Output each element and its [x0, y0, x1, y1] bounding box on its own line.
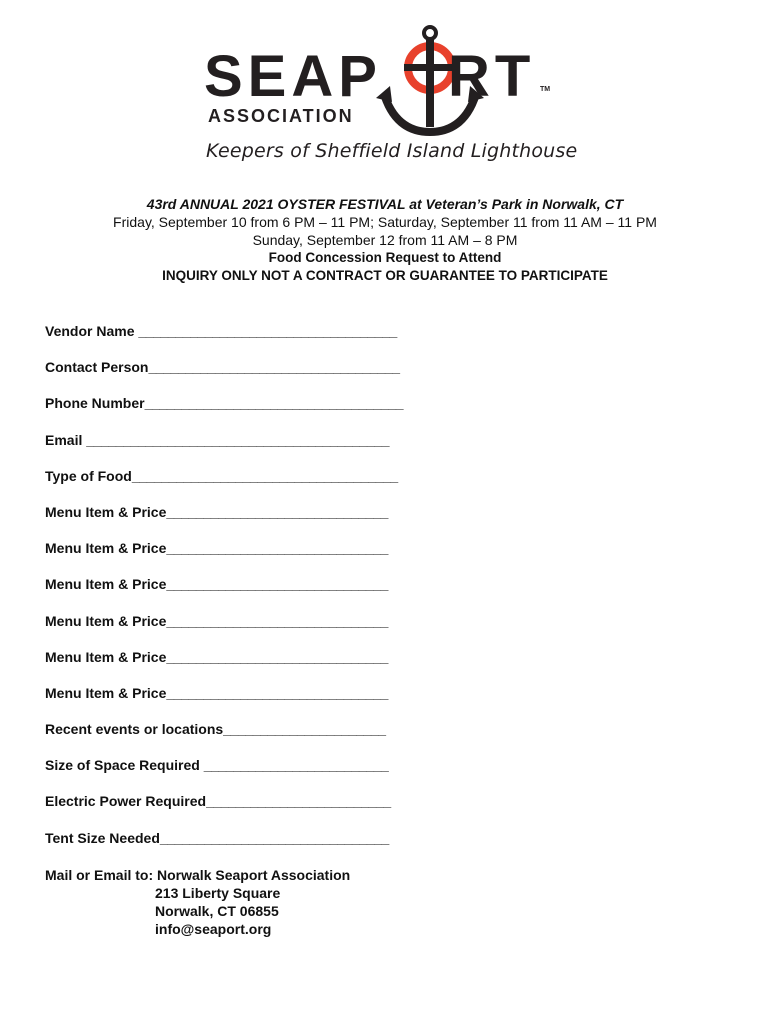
- field-label: Menu Item & Price: [45, 503, 167, 520]
- form-field-contact-person[interactable]: [45, 358, 465, 394]
- mail-city: Norwalk, CT 06855: [155, 903, 279, 919]
- mail-street: 213 Liberty Square: [155, 885, 281, 901]
- form-field-vendor-name[interactable]: [45, 322, 465, 358]
- form-field-phone-number[interactable]: [45, 394, 465, 430]
- event-dates-line: Friday, September 10 from 6 PM – 11 PM; Saturday, September 11 from 11 AM – 11 PM: [113, 214, 657, 230]
- event-header: [0, 195, 770, 285]
- field-blank[interactable]: ______________________: [223, 721, 386, 738]
- field-blank[interactable]: ______________________________: [166, 540, 388, 557]
- form-field-menu-item-2[interactable]: [45, 539, 465, 575]
- form-field-tent-size[interactable]: [45, 829, 465, 865]
- form-field-recent-events[interactable]: [45, 720, 465, 756]
- field-blank[interactable]: ____________________________________: [131, 467, 398, 484]
- trademark-mark: TM: [540, 86, 551, 93]
- request-title: Food Concession Request to Attend: [268, 250, 502, 265]
- field-label: Vendor Name: [45, 323, 139, 339]
- field-label: Phone Number: [45, 395, 145, 412]
- field-blank[interactable]: _________________________________________: [86, 431, 390, 448]
- field-blank[interactable]: ______________________________: [166, 612, 388, 629]
- field-label: Electric Power Required: [45, 793, 207, 810]
- form-field-space-size[interactable]: [45, 756, 465, 792]
- mail-to-block: [45, 866, 350, 938]
- field-label: Menu Item & Price: [45, 648, 167, 665]
- inquiry-disclaimer: INQUIRY ONLY NOT A CONTRACT OR GUARANTEE TO PARTICIPATE: [162, 268, 608, 283]
- form-field-menu-item-3[interactable]: [45, 575, 465, 611]
- logo-tagline: Keepers of Sheffield Island Lighthouse: [206, 140, 578, 162]
- logo-word-right: RT: [448, 44, 536, 109]
- field-blank[interactable]: _________________________: [206, 793, 391, 810]
- request-form: [45, 322, 465, 865]
- form-field-menu-item-6[interactable]: [45, 684, 465, 720]
- field-label: Menu Item & Price: [45, 612, 167, 629]
- field-label: Recent events or locations: [45, 721, 224, 738]
- event-title: 43rd ANNUAL 2021 OYSTER FESTIVAL at Veteran’s Park in Norwalk, CT: [146, 196, 624, 212]
- form-field-menu-item-1[interactable]: [45, 503, 465, 539]
- form-field-electric-power[interactable]: [45, 792, 465, 828]
- logo-word-left: SEAP: [204, 44, 382, 109]
- field-label: Tent Size Needed: [45, 829, 160, 846]
- field-label: Menu Item & Price: [45, 540, 167, 557]
- field-label: Email: [45, 431, 87, 448]
- field-blank[interactable]: ______________________________: [166, 648, 388, 665]
- field-label: Menu Item & Price: [45, 684, 167, 701]
- mail-label: Mail or Email to: Norwalk Seaport Association: [45, 867, 351, 883]
- form-field-menu-item-4[interactable]: [45, 612, 465, 648]
- field-blank[interactable]: ______________________________: [166, 503, 388, 520]
- field-blank[interactable]: ______________________________: [166, 576, 388, 593]
- field-blank[interactable]: ___________________________________: [138, 323, 397, 339]
- field-label: Type of Food: [45, 467, 132, 484]
- field-blank[interactable]: _______________________________: [159, 829, 389, 846]
- mail-email[interactable]: info@seaport.org: [155, 921, 272, 937]
- field-blank[interactable]: ______________________________: [166, 684, 388, 701]
- logo-subtitle: ASSOCIATION: [208, 106, 354, 126]
- field-blank[interactable]: ___________________________________: [144, 395, 404, 412]
- form-field-email[interactable]: [45, 431, 465, 467]
- field-label: Menu Item & Price: [45, 576, 167, 593]
- field-blank[interactable]: __________________________________: [148, 359, 400, 376]
- event-sunday-line: Sunday, September 12 from 11 AM – 8 PM: [252, 232, 518, 248]
- field-label: Size of Space Required: [45, 757, 204, 774]
- field-blank[interactable]: _________________________: [203, 757, 389, 774]
- form-field-menu-item-5[interactable]: [45, 648, 465, 684]
- form-field-type-of-food[interactable]: [45, 467, 465, 503]
- field-label: Contact Person: [45, 359, 149, 376]
